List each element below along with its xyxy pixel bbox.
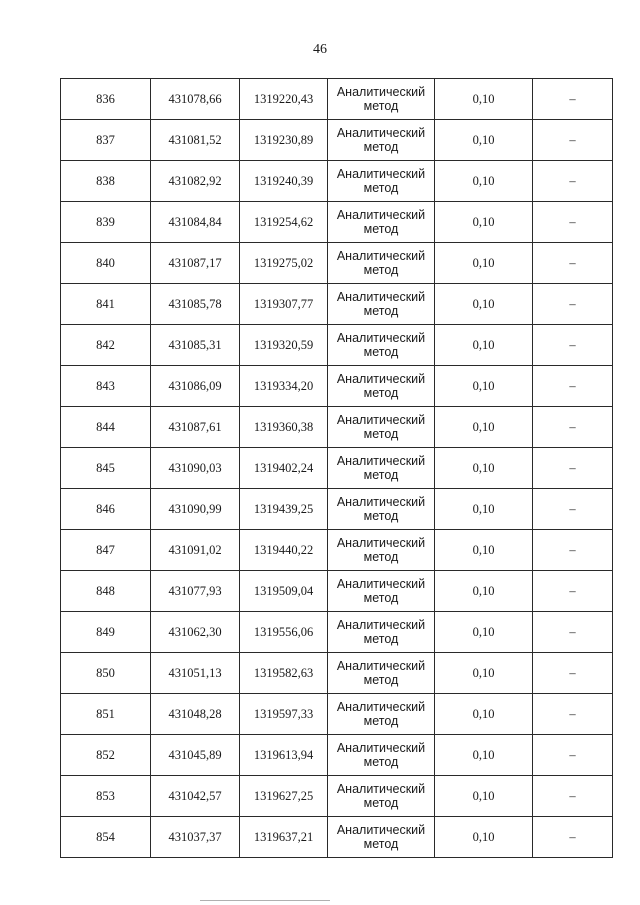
method-cell [328, 653, 435, 694]
point-number-cell: 851 [61, 694, 151, 735]
y-coordinate-cell: 1319254,62 [240, 202, 328, 243]
method-line-1: Аналитический [336, 618, 426, 632]
x-coordinate-cell: 431081,52 [151, 120, 240, 161]
precision-cell: 0,10 [435, 284, 533, 325]
method-line-1: Аналитический [336, 85, 426, 99]
precision-cell: 0,10 [435, 571, 533, 612]
precision-cell: 0,10 [435, 243, 533, 284]
table-row [61, 407, 613, 448]
method-line-1: Аналитический [336, 454, 426, 468]
method-line-1: Аналитический [336, 577, 426, 591]
method-line-2: метод [363, 509, 399, 523]
table-row [61, 612, 613, 653]
method-line-2: метод [363, 837, 399, 851]
note-cell: – [533, 202, 613, 243]
precision-cell: 0,10 [435, 612, 533, 653]
point-number-cell: 836 [61, 79, 151, 120]
precision-cell: 0,10 [435, 735, 533, 776]
method-cell [328, 776, 435, 817]
method-line-1: Аналитический [336, 659, 426, 673]
method-cell [328, 735, 435, 776]
point-number-cell: 844 [61, 407, 151, 448]
x-coordinate-cell: 431084,84 [151, 202, 240, 243]
x-coordinate-cell: 431087,17 [151, 243, 240, 284]
table-row [61, 243, 613, 284]
precision-cell: 0,10 [435, 120, 533, 161]
precision-cell: 0,10 [435, 202, 533, 243]
point-number-cell: 847 [61, 530, 151, 571]
coordinates-table [60, 78, 613, 858]
method-cell [328, 325, 435, 366]
precision-cell: 0,10 [435, 79, 533, 120]
x-coordinate-cell: 431045,89 [151, 735, 240, 776]
x-coordinate-cell: 431078,66 [151, 79, 240, 120]
table-row [61, 202, 613, 243]
point-number-cell: 841 [61, 284, 151, 325]
precision-cell: 0,10 [435, 489, 533, 530]
table-row [61, 776, 613, 817]
note-cell: – [533, 407, 613, 448]
x-coordinate-cell: 431042,57 [151, 776, 240, 817]
x-coordinate-cell: 431048,28 [151, 694, 240, 735]
precision-cell: 0,10 [435, 530, 533, 571]
point-number-cell: 843 [61, 366, 151, 407]
method-line-2: метод [363, 140, 399, 154]
table-row [61, 79, 613, 120]
precision-cell: 0,10 [435, 448, 533, 489]
method-line-2: метод [363, 304, 399, 318]
y-coordinate-cell: 1319334,20 [240, 366, 328, 407]
method-cell [328, 612, 435, 653]
x-coordinate-cell: 431085,78 [151, 284, 240, 325]
method-line-2: метод [363, 796, 399, 810]
table-row [61, 448, 613, 489]
note-cell: – [533, 366, 613, 407]
table-row [61, 817, 613, 858]
coordinates-table-body [61, 79, 613, 858]
method-line-2: метод [363, 632, 399, 646]
method-line-2: метод [363, 591, 399, 605]
precision-cell: 0,10 [435, 325, 533, 366]
method-cell [328, 489, 435, 530]
point-number-cell: 838 [61, 161, 151, 202]
x-coordinate-cell: 431090,03 [151, 448, 240, 489]
x-coordinate-cell: 431091,02 [151, 530, 240, 571]
method-line-2: метод [363, 673, 399, 687]
method-cell [328, 407, 435, 448]
method-cell [328, 817, 435, 858]
note-cell: – [533, 612, 613, 653]
note-cell: – [533, 653, 613, 694]
x-coordinate-cell: 431087,61 [151, 407, 240, 448]
method-line-1: Аналитический [336, 495, 426, 509]
point-number-cell: 853 [61, 776, 151, 817]
method-line-2: метод [363, 222, 399, 236]
y-coordinate-cell: 1319509,04 [240, 571, 328, 612]
table-row [61, 325, 613, 366]
precision-cell: 0,10 [435, 161, 533, 202]
x-coordinate-cell: 431051,13 [151, 653, 240, 694]
table-row [61, 161, 613, 202]
y-coordinate-cell: 1319597,33 [240, 694, 328, 735]
point-number-cell: 849 [61, 612, 151, 653]
note-cell: – [533, 448, 613, 489]
method-line-2: метод [363, 550, 399, 564]
method-line-1: Аналитический [336, 536, 426, 550]
note-cell: – [533, 243, 613, 284]
point-number-cell: 850 [61, 653, 151, 694]
table-row [61, 366, 613, 407]
method-line-1: Аналитический [336, 126, 426, 140]
y-coordinate-cell: 1319360,38 [240, 407, 328, 448]
x-coordinate-cell: 431085,31 [151, 325, 240, 366]
y-coordinate-cell: 1319220,43 [240, 79, 328, 120]
method-line-2: метод [363, 345, 399, 359]
precision-cell: 0,10 [435, 817, 533, 858]
method-cell [328, 243, 435, 284]
table-row [61, 694, 613, 735]
precision-cell: 0,10 [435, 694, 533, 735]
y-coordinate-cell: 1319320,59 [240, 325, 328, 366]
table-row [61, 489, 613, 530]
y-coordinate-cell: 1319627,25 [240, 776, 328, 817]
method-cell [328, 79, 435, 120]
note-cell: – [533, 817, 613, 858]
method-line-2: метод [363, 468, 399, 482]
method-line-2: метод [363, 181, 399, 195]
method-cell [328, 161, 435, 202]
x-coordinate-cell: 431037,37 [151, 817, 240, 858]
point-number-cell: 837 [61, 120, 151, 161]
method-line-2: метод [363, 386, 399, 400]
note-cell: – [533, 571, 613, 612]
method-line-2: метод [363, 99, 399, 113]
method-line-2: метод [363, 427, 399, 441]
point-number-cell: 840 [61, 243, 151, 284]
point-number-cell: 848 [61, 571, 151, 612]
method-cell [328, 530, 435, 571]
method-cell [328, 571, 435, 612]
y-coordinate-cell: 1319556,06 [240, 612, 328, 653]
method-line-1: Аналитический [336, 413, 426, 427]
table-row [61, 653, 613, 694]
note-cell: – [533, 694, 613, 735]
y-coordinate-cell: 1319402,24 [240, 448, 328, 489]
table-row [61, 284, 613, 325]
method-line-1: Аналитический [336, 372, 426, 386]
method-line-1: Аналитический [336, 167, 426, 181]
method-line-1: Аналитический [336, 741, 426, 755]
y-coordinate-cell: 1319637,21 [240, 817, 328, 858]
point-number-cell: 839 [61, 202, 151, 243]
method-line-1: Аналитический [336, 782, 426, 796]
table-row [61, 571, 613, 612]
point-number-cell: 854 [61, 817, 151, 858]
method-line-2: метод [363, 755, 399, 769]
y-coordinate-cell: 1319230,89 [240, 120, 328, 161]
y-coordinate-cell: 1319275,02 [240, 243, 328, 284]
note-cell: – [533, 79, 613, 120]
y-coordinate-cell: 1319613,94 [240, 735, 328, 776]
method-cell [328, 284, 435, 325]
note-cell: – [533, 735, 613, 776]
precision-cell: 0,10 [435, 776, 533, 817]
page-number: 46 [313, 42, 327, 57]
point-number-cell: 852 [61, 735, 151, 776]
y-coordinate-cell: 1319440,22 [240, 530, 328, 571]
table-row [61, 120, 613, 161]
method-cell [328, 694, 435, 735]
note-cell: – [533, 161, 613, 202]
method-cell [328, 202, 435, 243]
x-coordinate-cell: 431082,92 [151, 161, 240, 202]
method-line-2: метод [363, 263, 399, 277]
table-row [61, 735, 613, 776]
method-cell [328, 120, 435, 161]
x-coordinate-cell: 431062,30 [151, 612, 240, 653]
method-line-1: Аналитический [336, 700, 426, 714]
y-coordinate-cell: 1319240,39 [240, 161, 328, 202]
x-coordinate-cell: 431090,99 [151, 489, 240, 530]
note-cell: – [533, 325, 613, 366]
note-cell: – [533, 530, 613, 571]
method-line-2: метод [363, 714, 399, 728]
y-coordinate-cell: 1319582,63 [240, 653, 328, 694]
note-cell: – [533, 489, 613, 530]
point-number-cell: 845 [61, 448, 151, 489]
method-line-1: Аналитический [336, 249, 426, 263]
method-cell [328, 448, 435, 489]
method-line-1: Аналитический [336, 208, 426, 222]
method-cell [328, 366, 435, 407]
bottom-rule [200, 900, 330, 901]
table-row [61, 530, 613, 571]
method-line-1: Аналитический [336, 823, 426, 837]
precision-cell: 0,10 [435, 407, 533, 448]
y-coordinate-cell: 1319307,77 [240, 284, 328, 325]
note-cell: – [533, 284, 613, 325]
point-number-cell: 846 [61, 489, 151, 530]
note-cell: – [533, 776, 613, 817]
precision-cell: 0,10 [435, 653, 533, 694]
method-line-1: Аналитический [336, 331, 426, 345]
x-coordinate-cell: 431086,09 [151, 366, 240, 407]
y-coordinate-cell: 1319439,25 [240, 489, 328, 530]
note-cell: – [533, 120, 613, 161]
method-line-1: Аналитический [336, 290, 426, 304]
precision-cell: 0,10 [435, 366, 533, 407]
x-coordinate-cell: 431077,93 [151, 571, 240, 612]
point-number-cell: 842 [61, 325, 151, 366]
